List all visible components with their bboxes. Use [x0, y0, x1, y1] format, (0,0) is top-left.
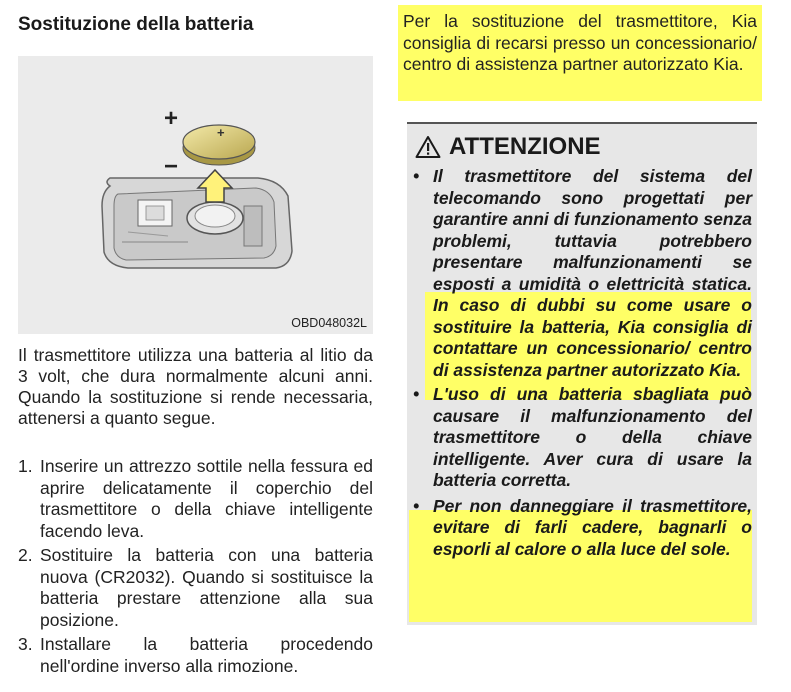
- warning-list: [413, 166, 752, 563]
- bullet: •: [413, 166, 420, 186]
- list-item: [413, 384, 752, 492]
- intro-paragraph: Il trasmettitore utilizza una batteria al litio da 3 volt, che dura normalmente alcuni anni. Quando la sostituzione si rende necessaria, attenersi a quanto segue.: [18, 345, 373, 428]
- list-item: [18, 545, 373, 631]
- steps-list: [18, 456, 373, 680]
- step-text: Inserire un attrezzo sottile nella fessura ed aprire delicatamente il coperchio del trasmettitore o della chiave intelligente facendo leva.: [40, 456, 373, 541]
- warning-text: [433, 166, 752, 381]
- bullet: •: [413, 384, 420, 404]
- step-number: 2.: [18, 545, 33, 565]
- minus-sign: −: [164, 153, 179, 180]
- page-title: Sostituzione della batteria: [18, 14, 254, 35]
- plus-sign: +: [164, 105, 179, 132]
- chip-core: [146, 206, 164, 220]
- step-number: 1.: [18, 456, 33, 476]
- battery-plus-mark: +: [217, 125, 225, 140]
- warning-title-text: ATTENZIONE: [449, 133, 601, 160]
- list-item: [413, 166, 752, 381]
- warning-text: L'uso di una batteria sbagliata può causare il malfunzionamento del trasmettitore o della chiave intelligente. Aver cura di usare la batteria corretta.: [433, 384, 752, 490]
- step-text: Sostituire la batteria con una batteria nuova (CR2032). Quando si sostituisce la batteria prestare attenzione alla sua posizione.: [40, 545, 373, 630]
- warning-triangle-icon: [415, 135, 441, 159]
- list-item: [18, 634, 373, 677]
- list-item: [18, 456, 373, 542]
- battery-contact: [195, 205, 235, 227]
- warning-box: [407, 122, 757, 625]
- list-item: [413, 496, 752, 561]
- dealer-note: Per la sostituzione del trasmettitore, Kia consiglia di recarsi presso un concessionario/ centro di assistenza partner autorizzato Kia.: [398, 5, 762, 101]
- side-slot: [244, 206, 262, 246]
- figure-code: OBD048032L: [291, 316, 367, 330]
- battery-figure: [18, 56, 373, 334]
- warning-text-part: Il trasmettitore del sistema del telecomando sono progettati per garantire anni di funzionamento senza problemi, tuttavia potrebbero presentare malfunzionamenti se esposti a umidità o elettricità: [433, 166, 752, 294]
- bullet: •: [413, 495, 420, 516]
- step-number: 3.: [18, 634, 33, 654]
- warning-title: [415, 133, 601, 161]
- warning-text-highlighted: statica. In caso di dubbi su come usare o sostituire la batteria, Kia consiglia di contattare un concessionario/ centro di assistenza partner autorizzato Kia.: [433, 273, 752, 380]
- key-fob-illustration: [18, 56, 373, 334]
- step-text: Installare la batteria procedendo nell'ordine inverso alla rimozione.: [40, 634, 373, 676]
- warning-text: Per non danneggiare il trasmettitore, evitare di farli cadere, bagnarli o esporli al calore o alla luce del sole.: [433, 495, 752, 559]
